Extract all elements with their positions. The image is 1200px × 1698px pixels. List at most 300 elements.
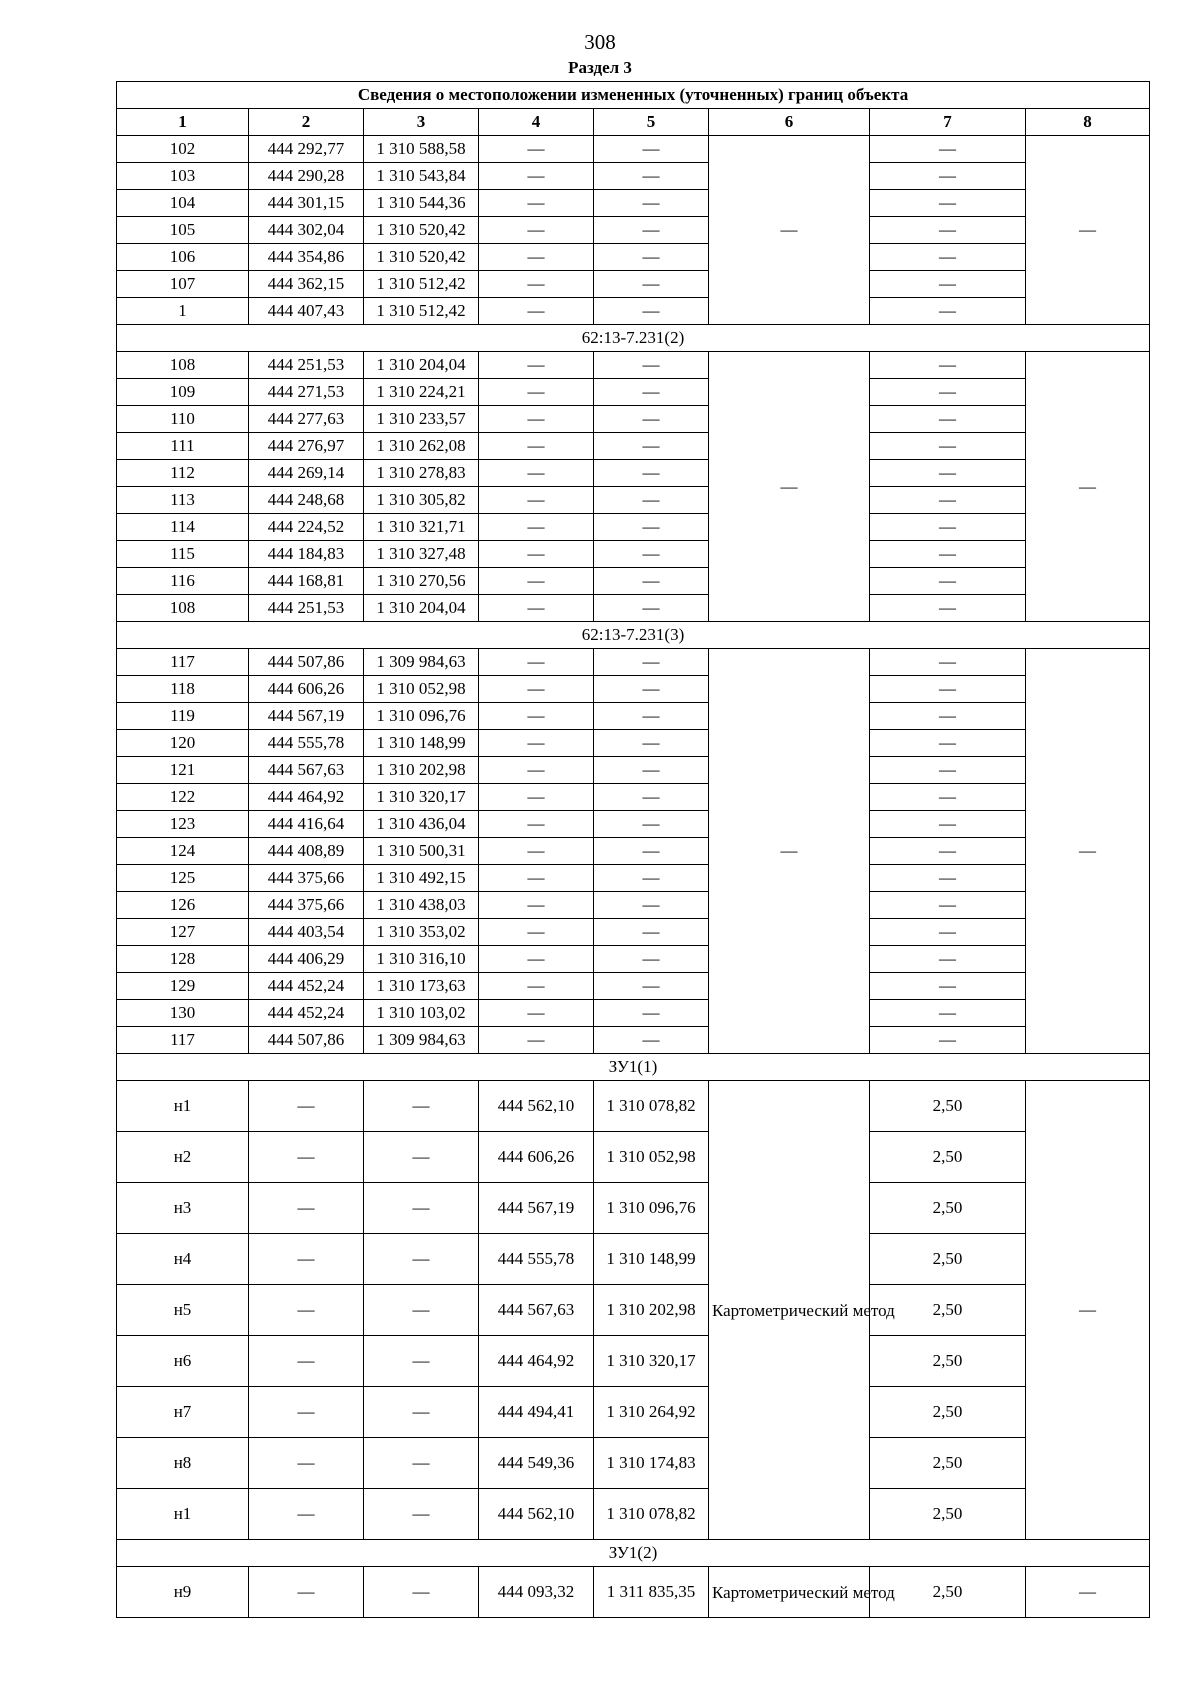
point-number: н2	[117, 1132, 249, 1183]
coord-x: 444 562,10	[479, 1489, 594, 1540]
empty-dash: —	[594, 1027, 709, 1054]
point-number: 105	[117, 217, 249, 244]
group-label: 62:13-7.231(2)	[117, 325, 1150, 352]
group-row	[117, 1054, 1150, 1081]
point-number: 102	[117, 136, 249, 163]
empty-dash: —	[479, 190, 594, 217]
coord-y: 1 310 264,92	[594, 1387, 709, 1438]
point-number: 113	[117, 487, 249, 514]
coord-y: 1 310 544,36	[364, 190, 479, 217]
empty-dash: —	[249, 1234, 364, 1285]
table-row	[117, 460, 1150, 487]
empty-dash: —	[479, 379, 594, 406]
empty-dash: —	[594, 379, 709, 406]
coord-x: 444 407,43	[249, 298, 364, 325]
empty-dash: —	[479, 595, 594, 622]
empty-dash: —	[594, 595, 709, 622]
point-number: 108	[117, 595, 249, 622]
empty-dash: —	[364, 1336, 479, 1387]
merged-dash: —	[709, 352, 870, 622]
empty-dash: —	[594, 811, 709, 838]
coord-x: 444 168,81	[249, 568, 364, 595]
empty-dash: —	[479, 163, 594, 190]
empty-dash: —	[249, 1387, 364, 1438]
empty-dash: —	[364, 1285, 479, 1336]
coord-y: 1 310 278,83	[364, 460, 479, 487]
empty-dash: —	[870, 136, 1026, 163]
empty-dash: —	[249, 1489, 364, 1540]
coord-x: 444 555,78	[249, 730, 364, 757]
coord-x: 444 277,63	[249, 406, 364, 433]
empty-dash: —	[479, 649, 594, 676]
coord-y: 1 310 353,02	[364, 919, 479, 946]
group-row	[117, 1540, 1150, 1567]
empty-dash: —	[479, 460, 594, 487]
coord-x: 444 248,68	[249, 487, 364, 514]
empty-dash: —	[479, 946, 594, 973]
point-number: 128	[117, 946, 249, 973]
merged-dash: —	[1026, 1081, 1150, 1540]
column-header: 3	[364, 109, 479, 136]
coord-x: 444 354,86	[249, 244, 364, 271]
coord-x: 444 562,10	[479, 1081, 594, 1132]
accuracy: 2,50	[870, 1183, 1026, 1234]
accuracy: 2,50	[870, 1081, 1026, 1132]
empty-dash: —	[870, 379, 1026, 406]
empty-dash: —	[870, 676, 1026, 703]
merged-dash: —	[709, 649, 870, 1054]
point-number: н4	[117, 1234, 249, 1285]
group-label: 62:13-7.231(3)	[117, 622, 1150, 649]
table-row	[117, 1081, 1150, 1132]
coord-x: 444 184,83	[249, 541, 364, 568]
coord-y: 1 310 224,21	[364, 379, 479, 406]
coord-x: 444 302,04	[249, 217, 364, 244]
coord-x: 444 606,26	[479, 1132, 594, 1183]
table-row	[117, 1183, 1150, 1234]
coord-x: 444 301,15	[249, 190, 364, 217]
empty-dash: —	[594, 433, 709, 460]
coord-x: 444 375,66	[249, 892, 364, 919]
table-row	[117, 838, 1150, 865]
point-number: 129	[117, 973, 249, 1000]
empty-dash: —	[594, 865, 709, 892]
coord-x: 444 251,53	[249, 595, 364, 622]
empty-dash: —	[479, 1027, 594, 1054]
table-row	[117, 1027, 1150, 1054]
point-number: 126	[117, 892, 249, 919]
coord-y: 1 310 520,42	[364, 217, 479, 244]
coord-y: 1 310 492,15	[364, 865, 479, 892]
table-row	[117, 703, 1150, 730]
table-header-row	[117, 109, 1150, 136]
empty-dash: —	[594, 541, 709, 568]
coord-x: 444 224,52	[249, 514, 364, 541]
point-number: н6	[117, 1336, 249, 1387]
empty-dash: —	[594, 217, 709, 244]
coord-y: 1 309 984,63	[364, 1027, 479, 1054]
merged-dash: —	[1026, 136, 1150, 325]
empty-dash: —	[870, 406, 1026, 433]
coord-x: 444 507,86	[249, 649, 364, 676]
empty-dash: —	[870, 811, 1026, 838]
coord-y: 1 310 320,17	[364, 784, 479, 811]
coord-x: 444 567,19	[479, 1183, 594, 1234]
coord-y: 1 310 204,04	[364, 595, 479, 622]
empty-dash: —	[870, 217, 1026, 244]
point-number: 124	[117, 838, 249, 865]
point-number: 122	[117, 784, 249, 811]
empty-dash: —	[249, 1567, 364, 1618]
coord-x: 444 416,64	[249, 811, 364, 838]
empty-dash: —	[870, 298, 1026, 325]
point-number: 117	[117, 1027, 249, 1054]
coord-x: 444 567,63	[479, 1285, 594, 1336]
coord-x: 444 464,92	[249, 784, 364, 811]
empty-dash: —	[364, 1567, 479, 1618]
empty-dash: —	[870, 163, 1026, 190]
empty-dash: —	[479, 1000, 594, 1027]
coord-x: 444 362,15	[249, 271, 364, 298]
table-row	[117, 514, 1150, 541]
empty-dash: —	[594, 163, 709, 190]
table-row	[117, 163, 1150, 190]
point-number: н3	[117, 1183, 249, 1234]
point-number: 118	[117, 676, 249, 703]
accuracy: 2,50	[870, 1438, 1026, 1489]
point-number: н1	[117, 1081, 249, 1132]
table-row	[117, 649, 1150, 676]
table-row	[117, 271, 1150, 298]
table-row	[117, 190, 1150, 217]
table-row	[117, 892, 1150, 919]
accuracy: 2,50	[870, 1489, 1026, 1540]
coord-y: 1 310 202,98	[364, 757, 479, 784]
empty-dash: —	[594, 919, 709, 946]
point-number: 109	[117, 379, 249, 406]
point-number: 111	[117, 433, 249, 460]
empty-dash: —	[870, 487, 1026, 514]
merged-dash: —	[1026, 1567, 1150, 1618]
table-row	[117, 865, 1150, 892]
empty-dash: —	[479, 352, 594, 379]
empty-dash: —	[479, 487, 594, 514]
empty-dash: —	[870, 919, 1026, 946]
merged-dash: —	[709, 136, 870, 325]
coord-x: 444 271,53	[249, 379, 364, 406]
point-number: 119	[117, 703, 249, 730]
coord-y: 1 310 512,42	[364, 271, 479, 298]
empty-dash: —	[479, 271, 594, 298]
table-title-row	[117, 82, 1150, 109]
column-header: 7	[870, 109, 1026, 136]
coord-y: 1 310 078,82	[594, 1081, 709, 1132]
empty-dash: —	[479, 757, 594, 784]
coord-y: 1 309 984,63	[364, 649, 479, 676]
group-label: ЗУ1(1)	[117, 1054, 1150, 1081]
coord-x: 444 093,32	[479, 1567, 594, 1618]
table-row	[117, 217, 1150, 244]
table-row	[117, 352, 1150, 379]
empty-dash: —	[479, 865, 594, 892]
empty-dash: —	[479, 514, 594, 541]
coordinates-table	[116, 81, 1150, 1618]
coord-y: 1 310 520,42	[364, 244, 479, 271]
empty-dash: —	[870, 190, 1026, 217]
empty-dash: —	[594, 352, 709, 379]
table-row	[117, 136, 1150, 163]
empty-dash: —	[870, 865, 1026, 892]
empty-dash: —	[479, 541, 594, 568]
table-row	[117, 919, 1150, 946]
column-header: 5	[594, 109, 709, 136]
empty-dash: —	[594, 244, 709, 271]
empty-dash: —	[594, 1000, 709, 1027]
table-row	[117, 541, 1150, 568]
coord-y: 1 310 096,76	[364, 703, 479, 730]
coord-x: 444 464,92	[479, 1336, 594, 1387]
point-number: н5	[117, 1285, 249, 1336]
empty-dash: —	[364, 1183, 479, 1234]
empty-dash: —	[870, 784, 1026, 811]
table-row	[117, 811, 1150, 838]
empty-dash: —	[479, 136, 594, 163]
section-title: Раздел 3	[568, 58, 632, 77]
point-number: 107	[117, 271, 249, 298]
empty-dash: —	[594, 703, 709, 730]
coord-x: 444 606,26	[249, 676, 364, 703]
point-number: 112	[117, 460, 249, 487]
empty-dash: —	[594, 406, 709, 433]
empty-dash: —	[594, 892, 709, 919]
coord-y: 1 310 233,57	[364, 406, 479, 433]
empty-dash: —	[870, 649, 1026, 676]
empty-dash: —	[870, 271, 1026, 298]
table-row	[117, 676, 1150, 703]
empty-dash: —	[870, 514, 1026, 541]
coord-x: 444 507,86	[249, 1027, 364, 1054]
table-row	[117, 595, 1150, 622]
empty-dash: —	[594, 568, 709, 595]
empty-dash: —	[870, 460, 1026, 487]
empty-dash: —	[870, 1027, 1026, 1054]
empty-dash: —	[364, 1387, 479, 1438]
empty-dash: —	[479, 433, 594, 460]
coord-x: 444 549,36	[479, 1438, 594, 1489]
table-row	[117, 568, 1150, 595]
coord-y: 1 310 436,04	[364, 811, 479, 838]
empty-dash: —	[479, 973, 594, 1000]
column-header: 6	[709, 109, 870, 136]
merged-dash: —	[1026, 352, 1150, 622]
merged-dash: —	[1026, 649, 1150, 1054]
empty-dash: —	[249, 1081, 364, 1132]
table-row	[117, 946, 1150, 973]
coord-x: 444 251,53	[249, 352, 364, 379]
coord-y: 1 310 052,98	[364, 676, 479, 703]
coord-x: 444 452,24	[249, 973, 364, 1000]
point-number: 110	[117, 406, 249, 433]
coord-y: 1 311 835,35	[594, 1567, 709, 1618]
empty-dash: —	[249, 1438, 364, 1489]
empty-dash: —	[479, 703, 594, 730]
empty-dash: —	[870, 946, 1026, 973]
coord-y: 1 310 543,84	[364, 163, 479, 190]
point-number: н7	[117, 1387, 249, 1438]
coord-y: 1 310 148,99	[364, 730, 479, 757]
point-number: 114	[117, 514, 249, 541]
table-row	[117, 1000, 1150, 1027]
empty-dash: —	[870, 568, 1026, 595]
coord-y: 1 310 321,71	[364, 514, 479, 541]
coord-y: 1 310 270,56	[364, 568, 479, 595]
empty-dash: —	[479, 811, 594, 838]
page-number: 308	[584, 30, 616, 54]
coord-y: 1 310 588,58	[364, 136, 479, 163]
accuracy: 2,50	[870, 1132, 1026, 1183]
empty-dash: —	[870, 541, 1026, 568]
point-number: 108	[117, 352, 249, 379]
table-row	[117, 1567, 1150, 1618]
coord-x: 444 290,28	[249, 163, 364, 190]
empty-dash: —	[594, 460, 709, 487]
coord-y: 1 310 320,17	[594, 1336, 709, 1387]
empty-dash: —	[594, 487, 709, 514]
accuracy: 2,50	[870, 1567, 1026, 1618]
table-row	[117, 1234, 1150, 1285]
empty-dash: —	[249, 1336, 364, 1387]
empty-dash: —	[479, 406, 594, 433]
empty-dash: —	[870, 244, 1026, 271]
table-row	[117, 487, 1150, 514]
empty-dash: —	[870, 757, 1026, 784]
coord-y: 1 310 512,42	[364, 298, 479, 325]
coord-y: 1 310 327,48	[364, 541, 479, 568]
coord-x: 444 555,78	[479, 1234, 594, 1285]
table-row	[117, 1336, 1150, 1387]
empty-dash: —	[479, 919, 594, 946]
table-row	[117, 1387, 1150, 1438]
table-row	[117, 1489, 1150, 1540]
coord-x: 444 269,14	[249, 460, 364, 487]
accuracy: 2,50	[870, 1336, 1026, 1387]
empty-dash: —	[479, 568, 594, 595]
empty-dash: —	[870, 595, 1026, 622]
group-label: ЗУ1(2)	[117, 1540, 1150, 1567]
coord-y: 1 310 103,02	[364, 1000, 479, 1027]
coord-y: 1 310 305,82	[364, 487, 479, 514]
coord-y: 1 310 078,82	[594, 1489, 709, 1540]
empty-dash: —	[364, 1132, 479, 1183]
point-number: 115	[117, 541, 249, 568]
point-number: 125	[117, 865, 249, 892]
point-number: н9	[117, 1567, 249, 1618]
table-row	[117, 298, 1150, 325]
table-row	[117, 1285, 1150, 1336]
point-number: 130	[117, 1000, 249, 1027]
empty-dash: —	[594, 136, 709, 163]
coord-x: 444 452,24	[249, 1000, 364, 1027]
empty-dash: —	[479, 730, 594, 757]
coord-x: 444 494,41	[479, 1387, 594, 1438]
coord-y: 1 310 052,98	[594, 1132, 709, 1183]
coord-y: 1 310 204,04	[364, 352, 479, 379]
empty-dash: —	[479, 298, 594, 325]
empty-dash: —	[364, 1081, 479, 1132]
point-number: н8	[117, 1438, 249, 1489]
coord-y: 1 310 316,10	[364, 946, 479, 973]
coord-x: 444 403,54	[249, 919, 364, 946]
table-row	[117, 757, 1150, 784]
empty-dash: —	[870, 838, 1026, 865]
point-number: 104	[117, 190, 249, 217]
empty-dash: —	[594, 757, 709, 784]
table-row	[117, 379, 1150, 406]
coord-y: 1 310 438,03	[364, 892, 479, 919]
empty-dash: —	[249, 1285, 364, 1336]
table-row	[117, 1132, 1150, 1183]
empty-dash: —	[479, 892, 594, 919]
empty-dash: —	[364, 1438, 479, 1489]
coord-x: 444 292,77	[249, 136, 364, 163]
coord-y: 1 310 202,98	[594, 1285, 709, 1336]
point-number: 127	[117, 919, 249, 946]
empty-dash: —	[594, 784, 709, 811]
table-row	[117, 433, 1150, 460]
empty-dash: —	[594, 838, 709, 865]
table-row	[117, 244, 1150, 271]
empty-dash: —	[594, 946, 709, 973]
coord-y: 1 310 148,99	[594, 1234, 709, 1285]
empty-dash: —	[594, 730, 709, 757]
empty-dash: —	[870, 730, 1026, 757]
accuracy: 2,50	[870, 1234, 1026, 1285]
accuracy: 2,50	[870, 1387, 1026, 1438]
point-number: 1	[117, 298, 249, 325]
empty-dash: —	[364, 1489, 479, 1540]
coord-x: 444 408,89	[249, 838, 364, 865]
point-number: 117	[117, 649, 249, 676]
coord-y: 1 310 174,83	[594, 1438, 709, 1489]
point-number: н1	[117, 1489, 249, 1540]
point-number: 116	[117, 568, 249, 595]
method-cell: Картометрический метод	[709, 1567, 870, 1618]
accuracy: 2,50	[870, 1285, 1026, 1336]
coord-y: 1 310 500,31	[364, 838, 479, 865]
empty-dash: —	[594, 298, 709, 325]
table-row	[117, 1438, 1150, 1489]
table-title: Сведения о местоположении измененных (уточненных) границ объекта	[117, 82, 1150, 109]
column-header: 1	[117, 109, 249, 136]
empty-dash: —	[479, 838, 594, 865]
coord-x: 444 567,63	[249, 757, 364, 784]
table-row	[117, 730, 1150, 757]
coord-y: 1 310 173,63	[364, 973, 479, 1000]
table-row	[117, 973, 1150, 1000]
empty-dash: —	[594, 676, 709, 703]
point-number: 103	[117, 163, 249, 190]
coord-y: 1 310 096,76	[594, 1183, 709, 1234]
empty-dash: —	[594, 271, 709, 298]
empty-dash: —	[870, 892, 1026, 919]
empty-dash: —	[594, 190, 709, 217]
column-header: 2	[249, 109, 364, 136]
column-header: 8	[1026, 109, 1150, 136]
empty-dash: —	[249, 1132, 364, 1183]
empty-dash: —	[479, 676, 594, 703]
empty-dash: —	[479, 244, 594, 271]
coord-y: 1 310 262,08	[364, 433, 479, 460]
